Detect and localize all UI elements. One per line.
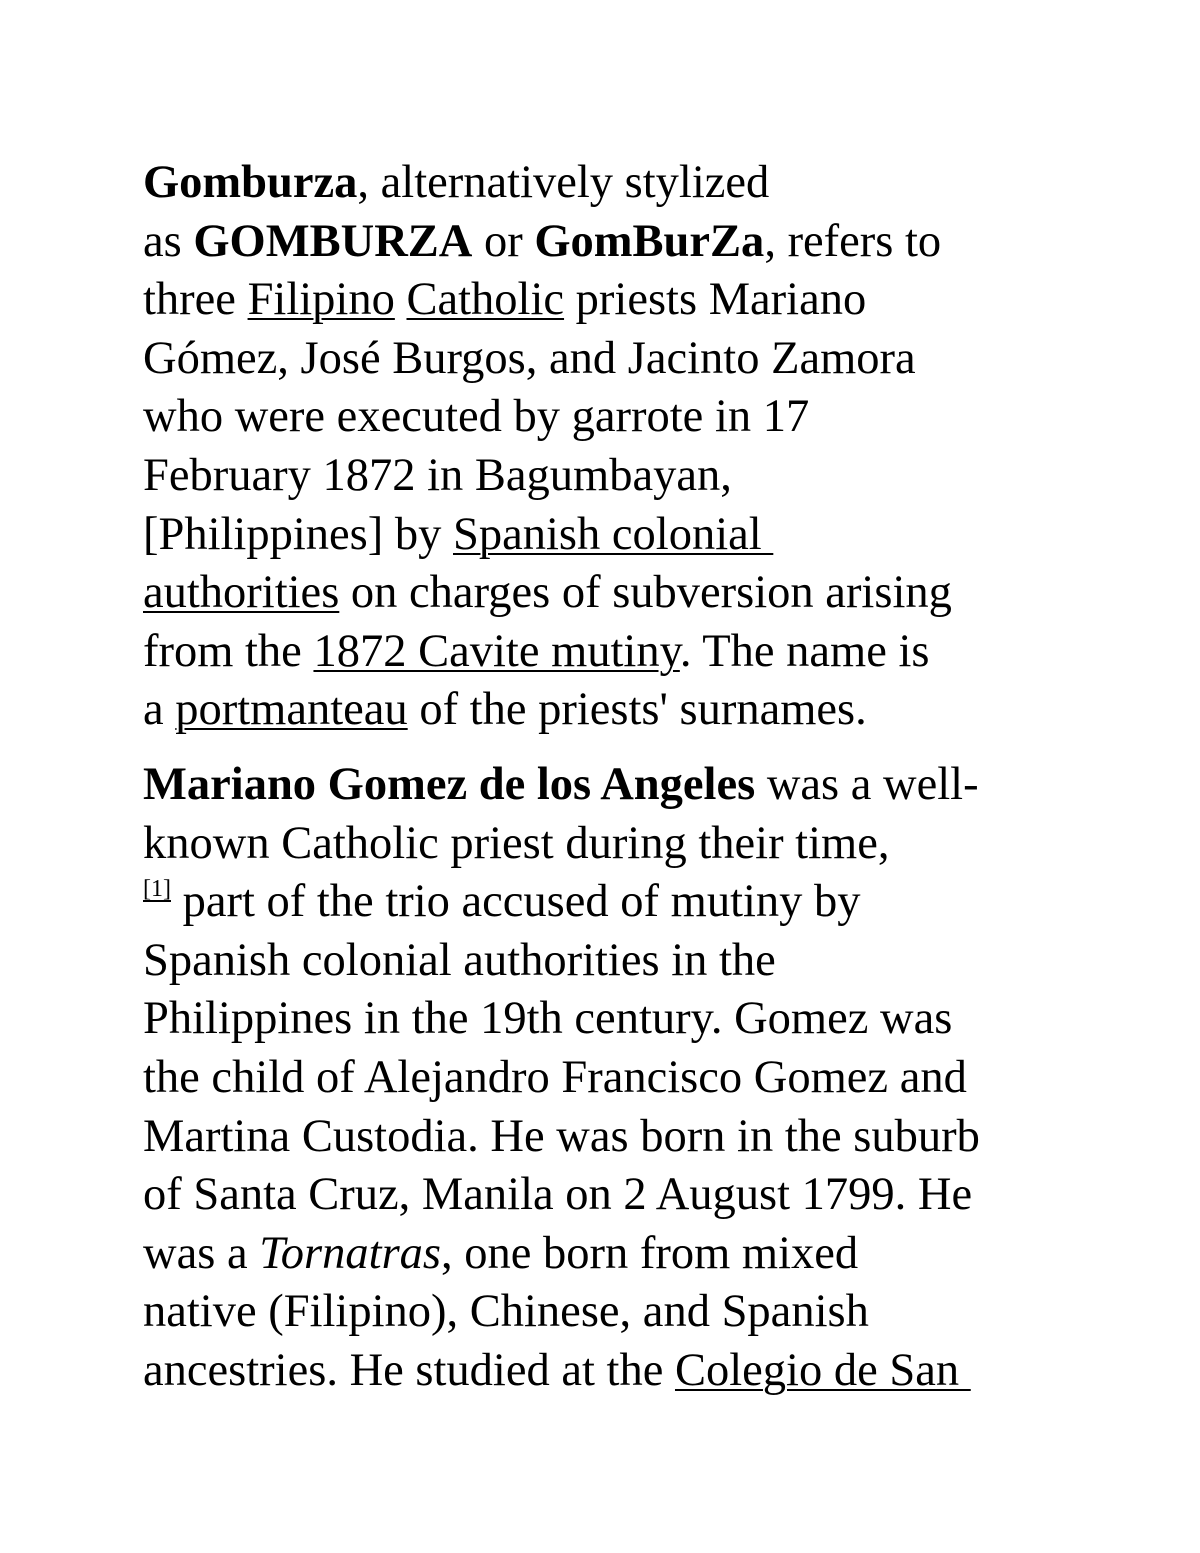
text-run: or [472, 215, 535, 267]
term-gomburza: Gomburza [143, 157, 358, 208]
text-run: a [143, 684, 176, 736]
text-run: three [143, 274, 248, 326]
text-run: as [143, 215, 194, 267]
text-run: , alternatively stylized [357, 157, 770, 208]
term-gomburza-camel: GomBurZa [534, 215, 765, 267]
text-line: February 1872 in Bagumbayan, [143, 449, 732, 501]
text-line: Martina Custodia. He was born in the suburb [143, 1110, 980, 1162]
text-line: native (Filipino), Chinese, and Spanish [143, 1286, 869, 1338]
text-run: [Philippines] by [143, 508, 453, 560]
text-line [143, 681, 1103, 740]
text-run: , refers to [764, 215, 942, 267]
text-run: was a well- [755, 759, 979, 810]
text-run: of the priests' surnames. [407, 684, 867, 736]
text-run: from the [143, 625, 314, 677]
term-gomburza-upper: GOMBURZA [193, 215, 473, 267]
text-line: known Catholic priest during their time, [143, 817, 890, 869]
term-mariano-gomez: Mariano Gomez de los Angeles [143, 759, 756, 810]
paragraph-mariano-gomez [143, 756, 1103, 1401]
text-line [143, 271, 1103, 330]
text-run: , one born from mixed [441, 1227, 859, 1279]
link-cavite-mutiny[interactable]: 1872 Cavite mutiny [313, 625, 680, 677]
term-tornatras: Tornatras [259, 1227, 442, 1279]
text-line: of Santa Cruz, Manila on 2 August 1799. He [143, 1169, 973, 1221]
text-run: ancestries. He studied at the [143, 1344, 675, 1396]
text-line [143, 873, 1103, 932]
text-line [143, 756, 1103, 815]
text-line [143, 1342, 1103, 1401]
text-line: Philippines in the 19th century. Gomez was [143, 993, 953, 1045]
text-run: . The name is [679, 625, 930, 677]
link-spanish-colonial-authorities[interactable]: Spanish colonial [453, 508, 774, 560]
text-line: the child of Alejandro Francisco Gomez and [143, 1051, 967, 1103]
text-run: priests Mariano [564, 274, 867, 326]
text-run [395, 274, 407, 325]
text-run: on charges of subversion arising [339, 567, 952, 619]
text-line [143, 213, 1103, 272]
paragraph-gomburza [143, 154, 1103, 740]
text-line: Spanish colonial authorities in the [143, 934, 776, 986]
link-spanish-colonial-authorities-cont[interactable]: authorities [143, 567, 340, 619]
text-run: part of the trio accused of mutiny by [170, 876, 861, 928]
link-colegio-de-san[interactable]: Colegio de San [674, 1344, 971, 1396]
link-portmanteau[interactable]: portmanteau [175, 684, 408, 736]
text-line [143, 1225, 1103, 1284]
reference-link[interactable]: [1] [143, 876, 171, 903]
text-line: Gómez, José Burgos, and Jacinto Zamora [143, 332, 916, 384]
text-line [143, 154, 1103, 213]
text-run: was a [143, 1227, 260, 1279]
text-line [143, 564, 1103, 623]
text-line: who were executed by garrote in 17 [143, 391, 810, 443]
link-filipino[interactable]: Filipino [247, 274, 395, 326]
text-line [143, 623, 1103, 682]
text-line [143, 506, 1103, 565]
link-catholic[interactable]: Catholic [406, 274, 565, 326]
